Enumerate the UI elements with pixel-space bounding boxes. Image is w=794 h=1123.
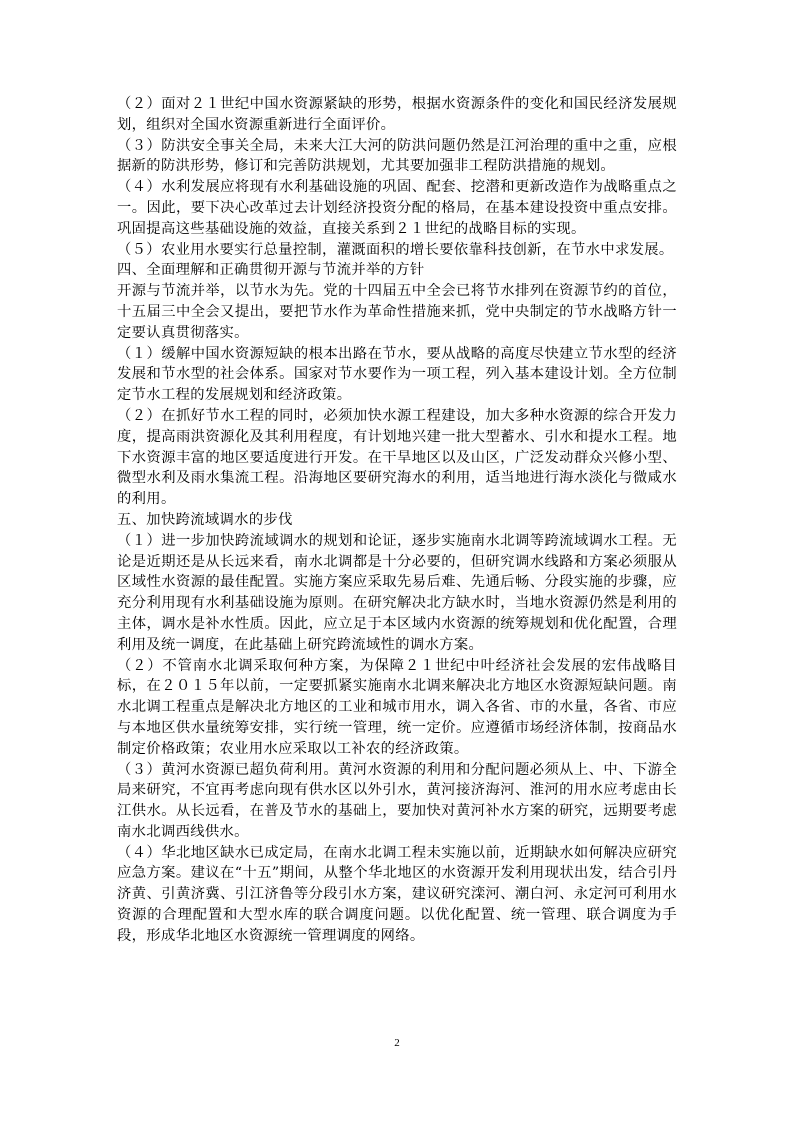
section-5-item-3: （３）黄河水资源已超负荷利用。黄河水资源的利用和分配问题必须从上、中、下游全局来研究，不宜再考虑向现有供水区以外引水，黄河接济海河、淮河的用水应考虑由长江供水。从长远看，在普及节水的基础上，要加快对黄河补水方案的研究，远期要考虑南水北调西线供水。 [117, 761, 677, 840]
section-4-item-2: （２）在抓好节水工程的同时，必须加快水源工程建设，加大多种水资源的综合开发力度，提高雨洪资源化及其利用程度，有计划地兴建一批大型蓄水、引水和提水工程。地下水资源丰富的地区要适度进行开发。在干旱地区以及山区，广泛发动群众兴修小型、微型水利及雨水集流工程。沿海地区要研究海水的利用，适当地进行海水淡化与微咸水的利用。 [117, 407, 677, 508]
section-4-item-1: （１）缓解中国水资源短缺的根本出路在节水，要从战略的高度尽快建立节水型的经济发展和节水型的社会体系。国家对节水要作为一项工程，列入基本建设计划。全方位制定节水工程的发展规划和经济政策。 [117, 345, 677, 404]
document-body [117, 94, 677, 947]
section-5-item-2: （２）不管南水北调采取何种方案，为保障２１世纪中叶经济社会发展的宏伟战略目标，在２０１５年以前，一定要抓紧实施南水北调来解决北方地区水资源短缺问题。南水北调工程重点是解决北方地区的工业和城市用水，调入各省、市的水量，各省、市应与本地区供水量统筹安排，实行统一管理，统一定价。应遵循市场经济体制，按商品水制定价格政策；农业用水应采取以工补农的经济政策。 [117, 657, 677, 757]
paragraph-item-2: （２）面对２１世纪中国水资源紧缺的形势，根据水资源条件的变化和国民经济发展规划，组织对全国水资源重新进行全面评价。 [117, 96, 677, 133]
section-5-item-1: （１）进一步加快跨流域调水的规划和论证，逐步实施南水北调等跨流域调水工程。无论是近期还是从长远来看，南水北调都是十分必要的，但研究调水线路和方案必须服从区域性水资源的最佳配置。实施方案应采取先易后难、先通后畅、分段实施的步骤，应充分利用现有水利基础设施为原则。在研究解决北方缺水时，当地水资源仍然是利用的主体，调水是补水性质。因此，应立足于本区域内水资源的统筹规划和优化配置，合理利用及统一调度，在此基础上研究跨流域性的调水方案。 [117, 532, 677, 653]
page-number: 2 [394, 1037, 400, 1049]
paragraph-item-5: （５）农业用水要实行总量控制，灌溉面积的增长要依靠科技创新，在节水中求发展。 [117, 241, 674, 258]
paragraph-item-4: （４）水利发展应将现有水利基础设施的巩固、配套、挖潜和更新改造作为战略重点之一。因此，要下决心改革过去计划经济投资分配的格局，在基本建设投资中重点安排。巩固提高这些基础设施的效益，直接关系到２１世纪的战略目标的实现。 [117, 179, 677, 237]
section-heading-5: 五、加快跨流域调水的步伐 [117, 511, 293, 528]
section-4-intro: 开源与节流并举，以节水为先。党的十四届五中全会已将节水排列在资源节约的首位，十五届三中全会又提出，要把节水作为革命性措施来抓，党中央制定的节水战略方针一定要认真贯彻落实。 [117, 283, 677, 341]
section-heading-4: 四、全面理解和正确贯彻开源与节流并举的方针 [117, 262, 425, 279]
paragraph-item-3: （３）防洪安全事关全局，未来大江大河的防洪问题仍然是江河治理的重中之重，应根据新的防洪形势，修订和完善防洪规划，尤其要加强非工程防洪措施的规划。 [117, 137, 677, 175]
section-5-item-4: （４）华北地区缺水已成定局，在南水北调工程未实施以前，近期缺水如何解决应研究应急方案。建议在“十五”期间，从整个华北地区的水资源开发利用现状出发，结合引丹济黄、引黄济冀、引江济鲁等分段引水方案，建议研究滦河、潮白河、永定河可利用水资源的合理配置和大型水库的联合调度问题。以优化配置、统一管理、联合调度为手段，形成华北地区水资源统一管理调度的网络。 [117, 844, 677, 944]
